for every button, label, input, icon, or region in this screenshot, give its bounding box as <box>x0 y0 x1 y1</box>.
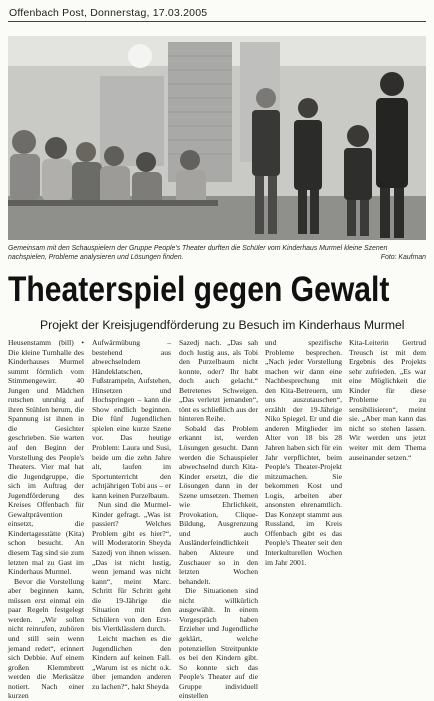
paragraph: Kita-Leiterin Gertrud Treusch ist mit dem Ergebnis des Projekts sehr zufrieden. „Es war eine Möglichkeit die Kinder für diese Probleme zu sensibilisieren“, meint sie. „Aber man kann das nicht so stehen lassen. Wir werden uns jetzt weiter mit dem Thema auseinander setzen.“ <box>349 338 426 462</box>
article-subheadline: Projekt der Kreisjugendförderung zu Besuch im Kinderhaus Murmel <box>40 318 405 332</box>
article-column-1 <box>8 338 84 701</box>
paragraph: Leicht machen es die Jugendlichen den Kindern auf keinen Fall. „Warum ist es nicht o.k. über jemanden anderen zu lachen?“, hakt Sheyda <box>92 633 171 691</box>
paragraph: Die Situationen sind nicht willkürlich ausgewählt. In einem Vorgespräch haben Erzieher und Jugendliche geklärt, welche potenziellen Streitpunkte es bei den Kindern gibt. So konnte sich das People's Theater auf die Gruppe individuell einstellen <box>179 586 258 701</box>
header-rule <box>8 21 426 22</box>
article-column-5 <box>349 338 426 600</box>
article-photo <box>8 36 426 240</box>
photo-caption <box>8 244 426 262</box>
article-column-3 <box>179 338 258 701</box>
paragraph: Nun sind die Murmel-Kinder gefragt. „Was ist passiert? Welches Problem gibt es hier?“, will Moderatorin Sheyda Sazedj von ihnen wissen. „Das ist nicht lustig, wenn jemand was nicht kann“, meint Marc. Schritt für Schritt geht die 19-Jährige die Situation mit den Schülern von den Erst- bis Viertklässlern durch. <box>92 500 171 634</box>
newspaper-header: Offenbach Post, Donnerstag, 17.03.2005 <box>9 7 208 19</box>
article-column-2 <box>92 338 171 691</box>
paragraph: Aufwärmübung – bestehend aus abwechselndem Händeklatschen, Fußstrampeln, Aufstehen, Hinsetzen und Hochspringen – kann die Show endlich beginnen. Die fünf Jugendlichen spielen eine kurze Szene vor. Das heutige Problem: Laura und Susi, beide um die zehn Jahre alt, laufen im Sportunterricht den achtjährigen Tobi aus – er kann keinen Purzelbaum. <box>92 338 171 500</box>
photo-illustration <box>8 36 426 240</box>
paragraph: Sazedj nach. „Das sah doch lustig aus, als Tobi den Purzelbaum nicht konnte, oder? Ihr habt doch auch gelacht.“ Betretenes Schweigen. „Das verletzt jemanden“, tönt es schließlich aus der hinteren Reihe. <box>179 338 258 424</box>
article-headline: Theaterspiel gegen Gewalt <box>8 270 390 309</box>
photo-credit: Foto: Kaufman <box>380 254 426 261</box>
paragraph: und spezifische Probleme besprechen. „Nach jeder Vorstellung machen wir dann eine Nachbesprechung mit den Kita-Betreuern, um uns auszutauschen“, erzählt der 19-Jährige Niko Spiegel. Er und die anderen Mitglieder im Alter von 18 bis 28 Jahren haben sich für ein Jahr verpflichtet, beim People's Theater-Projekt mitzumachen. Sie bekommen Kost und Logis, arbeiten aber ansonsten ehrenamtlich. Das Konzept stammt aus Russland, im Kreis Offenbach gibt es das People's Theater seit den Interkulturellen Wochen im Jahr 2001. <box>265 338 342 567</box>
article-column-4 <box>265 338 342 600</box>
caption-text: Gemeinsam mit den Schauspielern der Gruppe People's Theater durften die Schüler vom Kinderhaus Murmel kleine Szenen nachspielen, Probleme analysieren und Lösungen finden. <box>8 245 388 261</box>
paragraph: Sobald das Problem erkannt ist, werden Lösungen gesucht. Dann werden die Schauspieler abwechselnd durch Kita-Kinder ersetzt, die die Lösungen dann in der Szene umsetzen. Themen wie Ehrlichkeit, Provokation, Clique-Bildung, Ausgrenzung und auch Ausländerfeindlichkeit haben Akteure und Zuschauer so in den letzten Wochen behandelt. <box>179 423 258 586</box>
paragraph: Heusenstamm (bill) • Die kleine Turnhalle des Kinderhauses Murmel summt förmlich vom Stimmengewirr. 40 Jungen und Mädchen rutschen unruhig auf ihren Stühlen herum, die Spannung ist ihnen in die Gesichter geschrieben. Sie warten auf den Beginn der Vorstellung des People's Theaters. Vier mal hat die Jugendgruppe, die sich im Auftrag der Jugendförderung des Kreises Offenbach für Gewaltprävention einsetzt, die Kindertagesstätte (Kita) schon besucht. An diesem Tag sind sie zum letzten mal zu Gast im Kinderhaus Murmel. <box>8 338 84 577</box>
paragraph: Bevor die Vorstellung aber beginnen kann, müssen erst einmal ein paar Regeln festgelegt werden. „Wir sollen nicht reinrufen, zuhören und still sein wenn jemand redet“, erinnert sich Debbie. Auf einem großen Klemmbrett werden die Merksätze notiert. Nach einer kurzen <box>8 576 84 701</box>
